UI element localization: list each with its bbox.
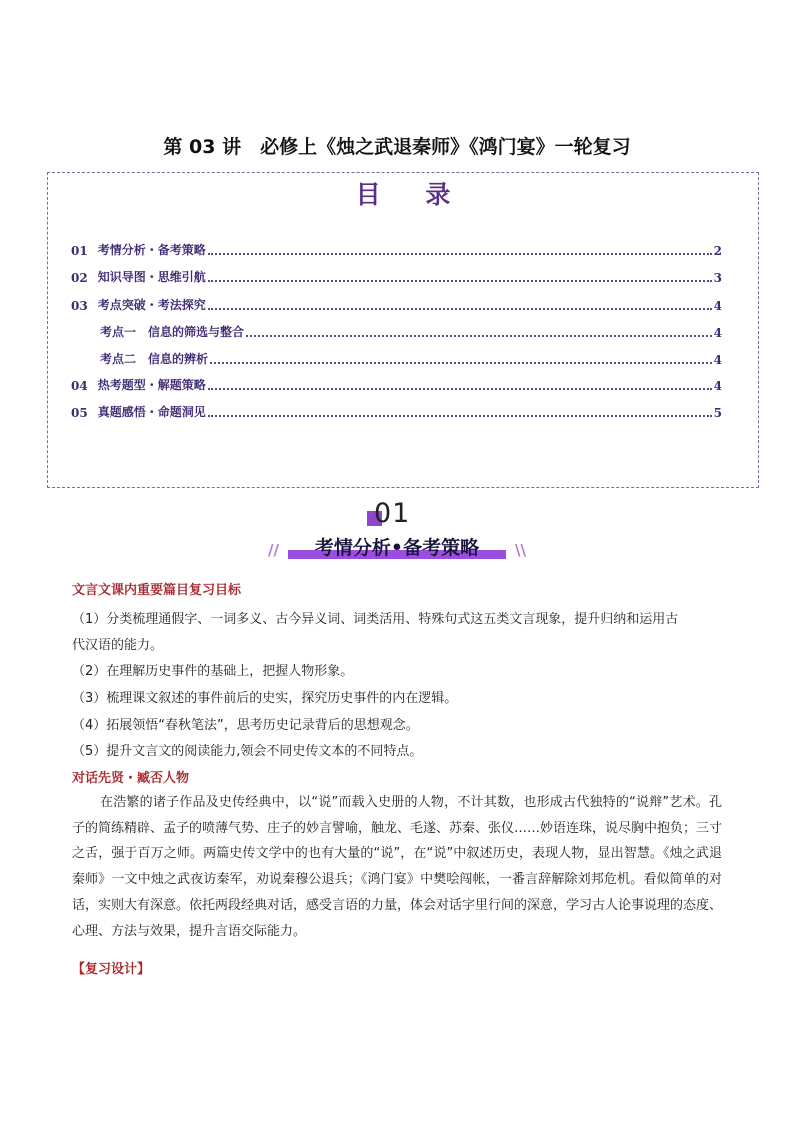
toc-item-label: 考点突破・考法探究: [97, 298, 206, 312]
toc-subitem-1[interactable]: [100, 324, 722, 340]
goal-line: （2）在理解历史事件的基础上，把握人物形象。: [72, 664, 354, 679]
toc-item-label: 考情分析・备考策略: [97, 243, 206, 257]
toc-item-label: 考点二 信息的辨析: [100, 352, 209, 366]
toc-item-page: 4: [713, 326, 722, 340]
page-title: 第 03 讲 必修上《烛之武退秦师》《鸿门宴》一轮复习: [163, 136, 631, 158]
toc-leader-dots: [208, 388, 712, 390]
toc-leader-dots: [208, 415, 712, 417]
goal-line: （3）梳理课文叙述的事件前后的史实，探究历史事件的内在逻辑。: [72, 691, 458, 706]
toc-item-02[interactable]: [71, 269, 722, 285]
toc-item-page: 3: [713, 271, 722, 285]
right-slash-decoration: \\: [515, 541, 526, 559]
toc-leader-dots: [208, 253, 712, 255]
toc-item-page: 5: [713, 406, 722, 420]
toc-item-number: 03: [71, 299, 88, 313]
section-banner: [268, 533, 526, 563]
dialogue-heading: 对话先贤・臧否人物: [72, 771, 190, 786]
toc-item-label: 考点一 信息的筛选与整合: [100, 325, 245, 339]
toc-item-label: 真题感悟・命题洞见: [97, 405, 206, 419]
toc-item-number: 01: [71, 244, 88, 258]
toc-item-number: 02: [71, 271, 88, 285]
toc-item-03[interactable]: [71, 297, 722, 313]
toc-heading: 目 录: [355, 180, 469, 209]
toc-item-number: 04: [71, 379, 88, 393]
toc-item-page: 4: [713, 299, 722, 313]
goals-heading: 文言文课内重要篇目复习目标: [72, 583, 242, 598]
toc-item-05[interactable]: [71, 404, 722, 420]
toc-leader-dots: [246, 335, 712, 337]
toc-leader-dots: [208, 308, 712, 310]
toc-item-page: 4: [713, 353, 722, 367]
section-number: 01: [374, 498, 411, 529]
toc-leader-dots: [208, 280, 712, 282]
toc-item-label: 知识导图・思维引航: [97, 270, 206, 284]
table-of-contents: [47, 172, 759, 488]
goal-line: 代汉语的能力。: [72, 638, 164, 653]
toc-item-page: 4: [713, 379, 722, 393]
left-slash-decoration: //: [268, 541, 279, 559]
toc-item-number: 05: [71, 406, 88, 420]
toc-item-page: 2: [713, 244, 722, 258]
section-title: 考情分析•备考策略: [314, 537, 480, 559]
toc-subitem-2[interactable]: [100, 351, 722, 367]
goal-line: （1）分类梳理通假字、一词多义、古今异义词、词类活用、特殊句式这五类文言现象，提升归纳和运用古: [72, 612, 679, 627]
goal-line: （5）提升文言文的阅读能力,领会不同史传文本的不同特点。: [72, 744, 423, 759]
toc-item-04[interactable]: [71, 377, 722, 393]
toc-leader-dots: [210, 362, 712, 364]
toc-item-01[interactable]: [71, 242, 722, 258]
review-heading: 【复习设计】: [72, 962, 151, 977]
dialogue-paragraph: 在浩繁的诸子作品及史传经典中，以“说”而载入史册的人物，不计其数，也形成古代独特的“说辩”艺术。孔子的简练精辟、孟子的喷薄气势、庄子的妙言譬喻，触龙、毛遂、苏秦、张仪……妙语连珠，说尽胸中抱负；三寸之舌，强于百万之师。两篇史传文学中的也有大量的“说”，在“说”中叙述历史，表现人物，显出智慧。《烛之武退秦师》一文中烛之武夜访秦军，劝说秦穆公退兵；《鸿门宴》中樊哙闯帐，一番言辞解除刘邦危机。看似简单的对话，实则大有深意。依托两段经典对话，感受言语的力量，体会对话字里行间的深意，学习古人论事说理的态度、心理、方法与效果，提升言语交际能力。: [72, 795, 723, 939]
toc-item-label: 热考题型・解题策略: [97, 378, 206, 392]
goal-line: （4）拓展领悟“春秋笔法”，思考历史记录背后的思想观念。: [72, 718, 419, 733]
